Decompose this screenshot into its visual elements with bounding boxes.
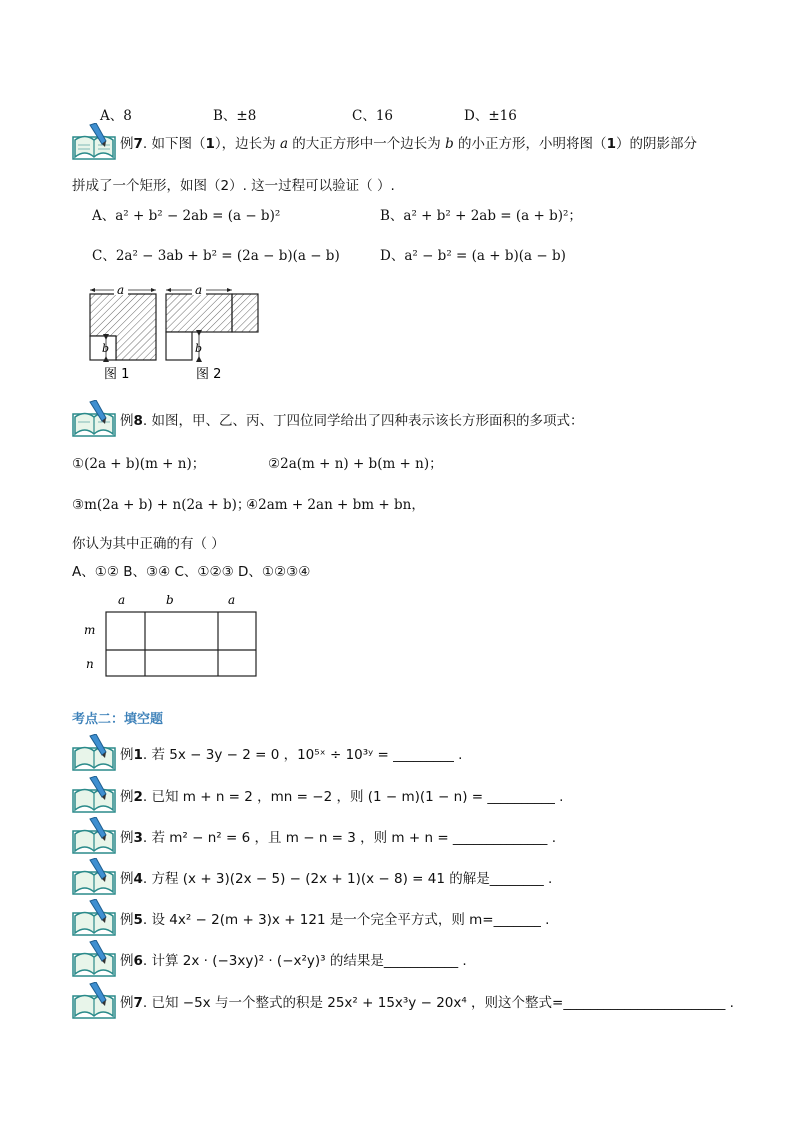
book-pen-icon xyxy=(72,899,118,937)
figure-2-label-a: a xyxy=(195,283,203,297)
fill-example-1 xyxy=(72,734,462,772)
fill-example-text: . 若 5x − 3y − 2 = 0 ，10⁵ˣ ÷ 10³ʸ = _________ . xyxy=(142,747,463,763)
figure-2-caption: 图 2 xyxy=(196,367,222,382)
example-8-question: 你认为其中正确的有（ ） xyxy=(72,536,225,552)
example-label: 例2 xyxy=(120,789,143,805)
figure-row-m: m xyxy=(84,623,96,637)
fill-example-text: . 若 m² − n² = 6 ，且 m − n = 3 ，则 m + n = ______________ . xyxy=(142,830,557,846)
figure-1 xyxy=(90,283,156,382)
example-8-item-3: ③m(2a + b) + n(2a + b)； xyxy=(72,497,251,513)
fill-example-text: . 已知 m + n = 2 ，mn = −2 ，则 (1 − m)(1 − n) = __________ . xyxy=(142,789,564,805)
example-label: 例6 xyxy=(120,953,143,969)
example-label: 例4 xyxy=(120,871,143,887)
example-8-header xyxy=(72,400,584,438)
figure-1-caption: 图 1 xyxy=(104,367,130,382)
example-8-figure xyxy=(80,590,270,680)
fill-example-text: . 计算 2x · (−3xy)² · (−x²y)³ 的结果是___________ . xyxy=(142,953,467,969)
book-pen-icon xyxy=(72,940,118,978)
example-label: 例8 xyxy=(120,413,143,429)
figure-col-b: b xyxy=(166,593,174,607)
example-7-figure xyxy=(86,282,286,382)
example-7-option-a: A、a² + b² − 2ab = (a − b)² xyxy=(92,208,281,224)
fill-example-3 xyxy=(72,817,556,855)
example-label: 例5 xyxy=(120,912,143,928)
option-a: A、8 xyxy=(100,108,132,124)
book-pen-icon xyxy=(72,400,118,438)
figure-col-a2: a xyxy=(228,593,236,607)
figure-1-label-b: b xyxy=(102,342,110,355)
example-8-text: . 如图，甲、乙、丙、丁四位同学给出了四种表示该长方形面积的多项式： xyxy=(142,413,584,429)
example-8-item-4: ④2am + 2an + bm + bn， xyxy=(246,497,425,513)
fill-example-text: . 已知 −5x 与一个整式的积是 25x² + 15x³y − 20x⁴ ，则这个整式=________________________ . xyxy=(142,995,734,1011)
example-8-item-1: ①(2a + b)(m + n)； xyxy=(72,456,206,472)
example-label: 例7 xyxy=(120,136,143,152)
example-7-option-b: B、a² + b² + 2ab = (a + b)²； xyxy=(380,208,582,224)
example-7-text: . 如下图（1），边长为 a 的大正方形中一个边长为 b 的小正方形，小明将图（1）的阴影部分 xyxy=(142,136,697,152)
fill-example-6 xyxy=(72,940,467,978)
figure-2 xyxy=(166,283,258,382)
example-label: 例3 xyxy=(120,830,143,846)
option-d: D、±16 xyxy=(464,108,517,124)
example-7-option-d: D、a² − b² = (a + b)(a − b) xyxy=(380,248,566,264)
book-pen-icon xyxy=(72,982,118,1020)
option-b: B、±8 xyxy=(213,108,257,124)
fill-example-7 xyxy=(72,982,734,1020)
fill-example-text: . 方程 (x + 3)(2x − 5) − (2x + 1)(x − 8) = 41 的解是________ . xyxy=(142,871,553,887)
fill-example-4 xyxy=(72,858,552,896)
example-8-item-2: ②2a(m + n) + b(m + n)； xyxy=(268,456,443,472)
fill-example-text: . 设 4x² − 2(m + 3)x + 121 是一个完全平方式，则 m=_______ . xyxy=(142,912,550,928)
option-c: C、16 xyxy=(352,108,394,124)
book-pen-icon xyxy=(72,776,118,814)
section-title: 考点二：填空题 xyxy=(72,712,164,727)
example-label: 例1 xyxy=(120,747,143,763)
fill-example-2 xyxy=(72,776,563,814)
figure-col-a1: a xyxy=(118,593,126,607)
example-7-option-c: C、2a² − 3ab + b² = (2a − b)(a − b) xyxy=(92,248,340,264)
book-pen-icon xyxy=(72,123,118,161)
figure-1-label-a: a xyxy=(117,283,125,297)
figure-row-n: n xyxy=(86,657,94,671)
example-8-choices: A、①② B、③④ C、①②③ D、①②③④ xyxy=(72,564,311,580)
figure-2-label-b: b xyxy=(195,342,203,355)
book-pen-icon xyxy=(72,817,118,855)
book-pen-icon xyxy=(72,734,118,772)
example-7-text-line2: 拼成了一个矩形，如图（2）. 这一过程可以验证（ ）. xyxy=(72,178,395,194)
example-label: 例7 xyxy=(120,995,143,1011)
book-pen-icon xyxy=(72,858,118,896)
example-7-header xyxy=(72,123,697,161)
fill-example-5 xyxy=(72,899,549,937)
